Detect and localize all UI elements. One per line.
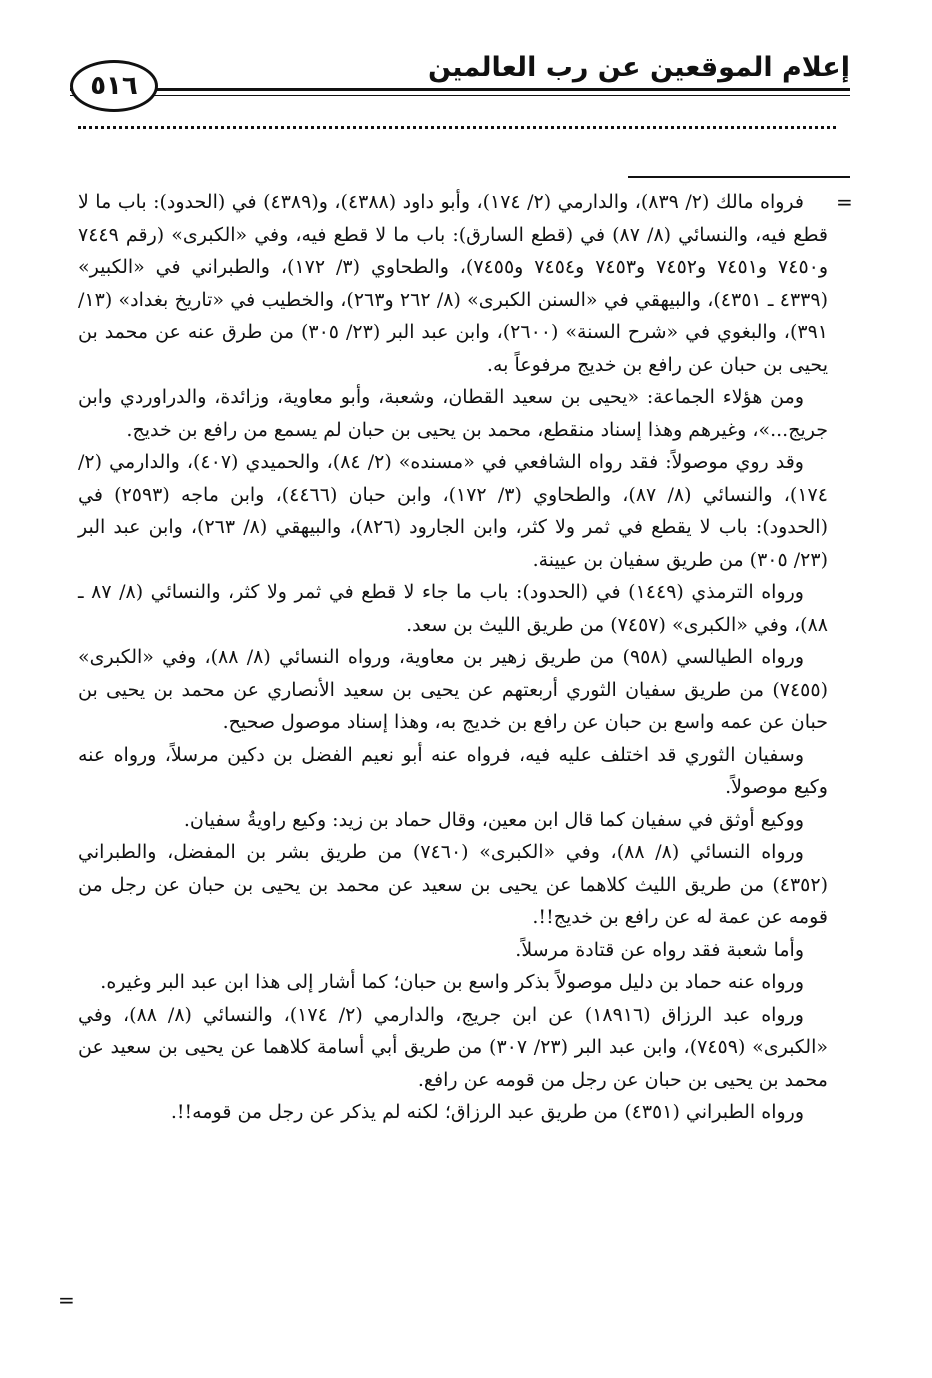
paragraph: ورواه عبد الرزاق (١٨٩١٦) عن ابن جريج، والدارمي (٢/ ١٧٤)، والنسائي (٨/ ٨٨)، وفي «الكبرى» (٧٤٥٩)، وابن عبد البر (٢٣/ ٣٠٧) من طريق أبي أسامة كلاهما عن يحيى بن سعيد عن محمد بن يحيى بن حبان عن رجل من قومه عن رافع. xyxy=(78,1003,828,1091)
paragraph: ورواه النسائي (٨/ ٨٨)، وفي «الكبرى» (٧٤٦٠) من طريق بشر بن المفضل، والطبراني (٤٣٥٢) من طريق الليث كلاهما عن يحيى بن سعيد عن محمد بن يحيى بن حبان عن رجل من قومه عن عمة له عن رافع بن خديج!!. xyxy=(78,841,828,928)
paragraph: ورواه الطبراني (٤٣٥١) من طريق عبد الرزاق؛ لكنه لم يذكر عن رجل من قومه!!. xyxy=(170,1101,804,1123)
continuation-mark-bottom: = xyxy=(58,1288,75,1312)
header-rule-thin xyxy=(70,95,850,96)
page-header xyxy=(70,42,850,112)
continuation-mark-top: = xyxy=(836,190,853,214)
paragraph: فرواه مالك (٢/ ٨٣٩)، والدارمي (٢/ ١٧٤)، وأبو داود (٤٣٨٨)، و(٤٣٨٩) في (الحدود): باب ما لا قطع فيه، والنسائي (٨/ ٨٧) في (قطع السارق): باب ما لا قطع فيه، وفي «الكبرى» (رقم ٧٤٤٩ و٧٤٥٠ و٧٤٥١ و٧٤٥٢ و٧٤٥٣ و٧٤٥٤ و٧٤٥٥)، والطحاوي (٣/ ١٧٢)، والطبراني في «الكبير» (٤٣٣٩ ـ ٤٣٥١)، والبيهقي في «السنن الكبرى» (٨/ ٢٦٢ و٢٦٣)، والخطيب في «تاريخ بغداد» (١٣/ ٣٩١)، والبغوي في «شرح السنة» (٢٦٠٠)، وابن عبد البر (٢٣/ ٣٠٥) من طرق عنه عن محمد بن يحيى بن حبان عن رافع بن خديج مرفوعاً به. xyxy=(78,191,829,376)
paragraph: ومن هؤلاء الجماعة: «يحيى بن سعيد القطان، وشعبة، وأبو معاوية، وزائدة، والدراوردي وابن جريج...»، وغيرهم وهذا إسناد منقطع، محمد بن يحيى بن حبان لم يسمع من رافع بن خديج. xyxy=(78,386,828,441)
paragraph: وأما شعبة فقد رواه عن قتادة مرسلاً. xyxy=(515,938,804,961)
footnote-text xyxy=(78,186,828,1129)
paragraph: ورواه عنه حماد بن دليل موصولاً بذكر واسع بن حبان؛ كما أشار إلى هذا ابن عبد البر وغيره. xyxy=(100,971,804,993)
header-rule xyxy=(70,88,850,91)
paragraph: ورواه الترمذي (١٤٤٩) في (الحدود): باب ما جاء لا قطع في ثمر ولا كثر، والنسائي (٨/ ٨٧ ـ ٨٨)، وفي «الكبرى» (٧٤٥٧) من طريق الليث بن سعد. xyxy=(78,581,828,636)
page-number: ٥١٦ xyxy=(70,60,158,112)
paragraph: وسفيان الثوري قد اختلف عليه فيه، فرواه عنه أبو نعيم الفضل بن دكين مرسلاً، ورواه عنه وكيع موصولاً. xyxy=(78,743,828,798)
footnote-rule xyxy=(628,176,850,178)
paragraph: ووكيع أوثق في سفيان كما قال ابن معين، وقال حماد بن زيد: وكيع راويةُ سفيان. xyxy=(183,808,804,831)
paragraph: ورواه الطيالسي (٩٥٨) من طريق زهير بن معاوية، ورواه النسائي (٨/ ٨٨)، وفي «الكبرى» (٧٤٥٥) من طريق سفيان الثوري أربعتهم عن يحيى بن سعيد الأنصاري عن محمد بن يحيى بن حبان عن عمه واسع بن حبان عن رافع بن خديج به، وهذا إسناد موصول صحيح. xyxy=(78,646,828,733)
paragraph: وقد روي موصولاً: فقد رواه الشافعي في «مسنده» (٢/ ٨٤)، والحميدي (٤٠٧)، والدارمي (٢/ ١٧٤)، والنسائي (٨/ ٨٧)، والطحاوي (٣/ ١٧٢)، وابن حبان (٤٤٦٦)، وابن ماجه (٢٥٩٣) في (الحدود): باب لا يقطع في ثمر ولا كثر، وابن الجارود (٨٢٦)، والبيهقي (٨/ ٢٦٣)، وابن عبد البر (٢٣/ ٣٠٥) من طريق سفيان بن عيينة. xyxy=(78,451,829,571)
dotted-separator xyxy=(78,126,836,129)
book-title: إعلام الموقعين عن رب العالمين xyxy=(428,52,850,83)
